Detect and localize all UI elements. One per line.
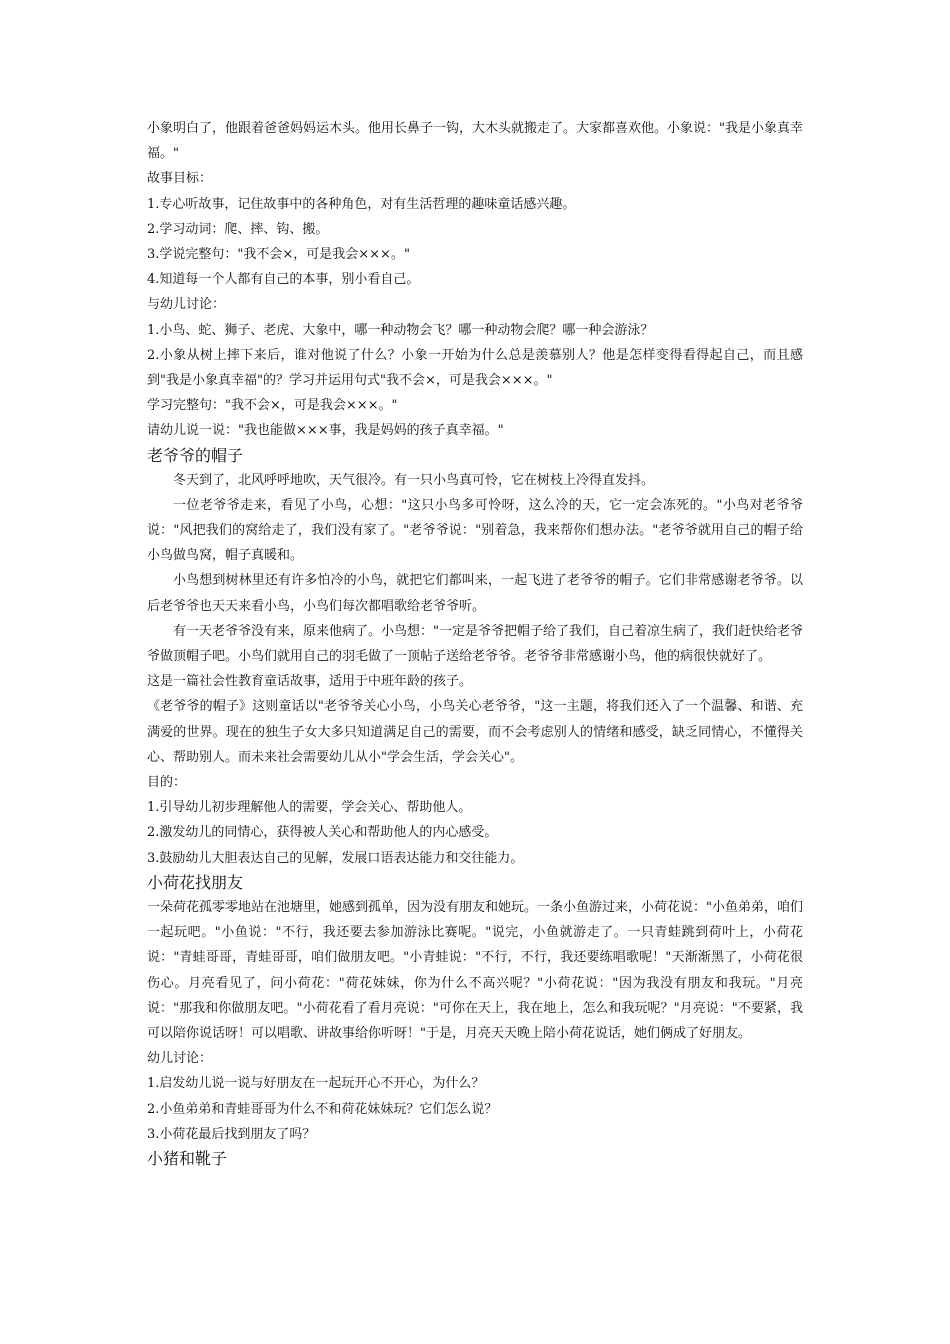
- story-title: 老爷爷的帽子: [147, 445, 244, 465]
- story-title: 小荷花找朋友: [147, 872, 244, 892]
- list-item: 1.小鸟、蛇、狮子、老虎、大象中，哪一种动物会飞？哪一种动物会爬？哪一种会游泳？: [147, 322, 654, 338]
- list-item: 2.激发幼儿的同情心，获得被人关心和帮助他人的内心感受。: [147, 825, 498, 841]
- story-paragraph: 一朵荷花孤零零地站在池塘里，她感到孤单，因为没有朋友和她玩。一条小鱼游过来，小荷花说："小鱼弟弟，咱们一起玩吧。"小鱼说："不行，我还要去参加游泳比赛呢。"说完，小鱼就游走了。一只青蛙跳到荷叶上，小荷花说："青蛙哥哥，青蛙哥哥，咱们做朋友吧。"小青蛙说："不行，不行，我还要练唱歌呢！"天渐渐黑了，小荷花很伤心。月亮看见了，问小荷花："荷花妹妹，你为什么不高兴呢？"小荷花说："因为我没有朋友和我玩。"月亮说："那我和你做朋友吧。"小荷花看了看月亮说："可你在天上，我在地上，怎么和我玩呢？"月亮说："不要紧，我可以陪你说话呀！可以唱歌、讲故事给你听呀！"于是，月亮天天晚上陪小荷花说话，她们俩成了好朋友。: [147, 899, 803, 1041]
- section-label: 幼儿讨论：: [147, 1051, 213, 1067]
- list-item: 1.引导幼儿初步理解他人的需要，学会关心、帮助他人。: [147, 800, 472, 816]
- story-paragraph: 有一天老爷爷没有来，原来他病了。小鸟想："一定是爷爷把帽子给了我们，自己着凉生病了，我们赶快给老爷爷做顶帽子吧。小鸟们就用自己的羽毛做了一顶帖子送给老爷爷。老爷爷非常感谢小鸟，他的病很快就好了。: [147, 623, 803, 665]
- paragraph: 请幼儿说一说："我也能做×××事，我是妈妈的孩子真幸福。": [147, 423, 504, 439]
- story-title: 小猪和靴子: [147, 1148, 228, 1168]
- section-label: 与幼儿讨论：: [147, 297, 226, 313]
- list-item: 2.小象从树上摔下来后，谁对他说了什么？小象一开始为什么总是羡慕别人？他是怎样变得看得起自己，而且感到"我是小象真幸福"的？学习并运用句式"我不会×，可是我会×××。": [147, 347, 803, 389]
- section-label: 故事目标：: [147, 171, 213, 187]
- paragraph: 《老爷爷的帽子》这则童话以"老爷爷关心小鸟，小鸟关心老爷爷，"这一主题，将我们还入了一个温馨、和谐、充满爱的世界。现在的独生子女大多只知道满足自己的需要，而不会考虑别人的情绪和感受，缺乏同情心，不懂得关心、帮助别人。而未来社会需要幼儿从小"学会生活，学会关心"。: [147, 699, 803, 765]
- document-page: [147, 116, 803, 1171]
- list-item: 2.小鱼弟弟和青蛙哥哥为什么不和荷花妹妹玩？它们怎么说？: [147, 1101, 498, 1117]
- paragraph: 学习完整句："我不会×，可是我会×××。": [147, 398, 398, 414]
- story-paragraph: 小鸟想到树林里还有许多怕冷的小鸟，就把它们都叫来，一起飞进了老爷爷的帽子。它们非常感谢老爷爷。以后老爷爷也天天来看小鸟，小鸟们每次都唱歌给老爷爷听。: [147, 573, 803, 614]
- list-item: 4.知道每一个人都有自己的本事，别小看自己。: [147, 272, 420, 288]
- list-item: 3.学说完整句："我不会×，可是我会×××。": [147, 247, 410, 263]
- section-label: 目的：: [147, 775, 187, 791]
- list-item: 2.学习动词：爬、摔、钩、搬。: [147, 221, 329, 237]
- story-paragraph: 一位老爷爷走来，看见了小鸟，心想："这只小鸟多可怜呀，这么冷的天，它一定会冻死的。"小鸟对老爷爷说："风把我们的窝给走了，我们没有家了。"老爷爷说："别着急，我来帮你们想办法。"老爷爷就用自己的帽子给小鸟做鸟窝，帽子真暖和。: [147, 497, 803, 564]
- list-item: 1.启发幼儿说一说与好朋友在一起玩开心不开心，为什么？: [147, 1076, 485, 1092]
- story-paragraph: 冬天到了，北风呼呼地吹，天气很冷。有一只小鸟真可怜，它在树枝上冷得直发抖。: [173, 472, 655, 488]
- list-item: 3.小荷花最后找到朋友了吗？: [147, 1126, 316, 1142]
- paragraph: 这是一篇社会性教育童话故事，适用于中班年龄的孩子。: [147, 674, 473, 690]
- list-item: 3.鼓励幼儿大胆表达自己的见解，发展口语表达能力和交往能力。: [147, 850, 524, 866]
- list-item: 1.专心听故事，记住故事中的各种角色，对有生活哲理的趣味童话感兴趣。: [147, 196, 576, 212]
- paragraph: 小象明白了，他跟着爸爸妈妈运木头。他用长鼻子一钩，大木头就搬走了。大家都喜欢他。小象说："我是小象真幸福。": [147, 121, 803, 162]
